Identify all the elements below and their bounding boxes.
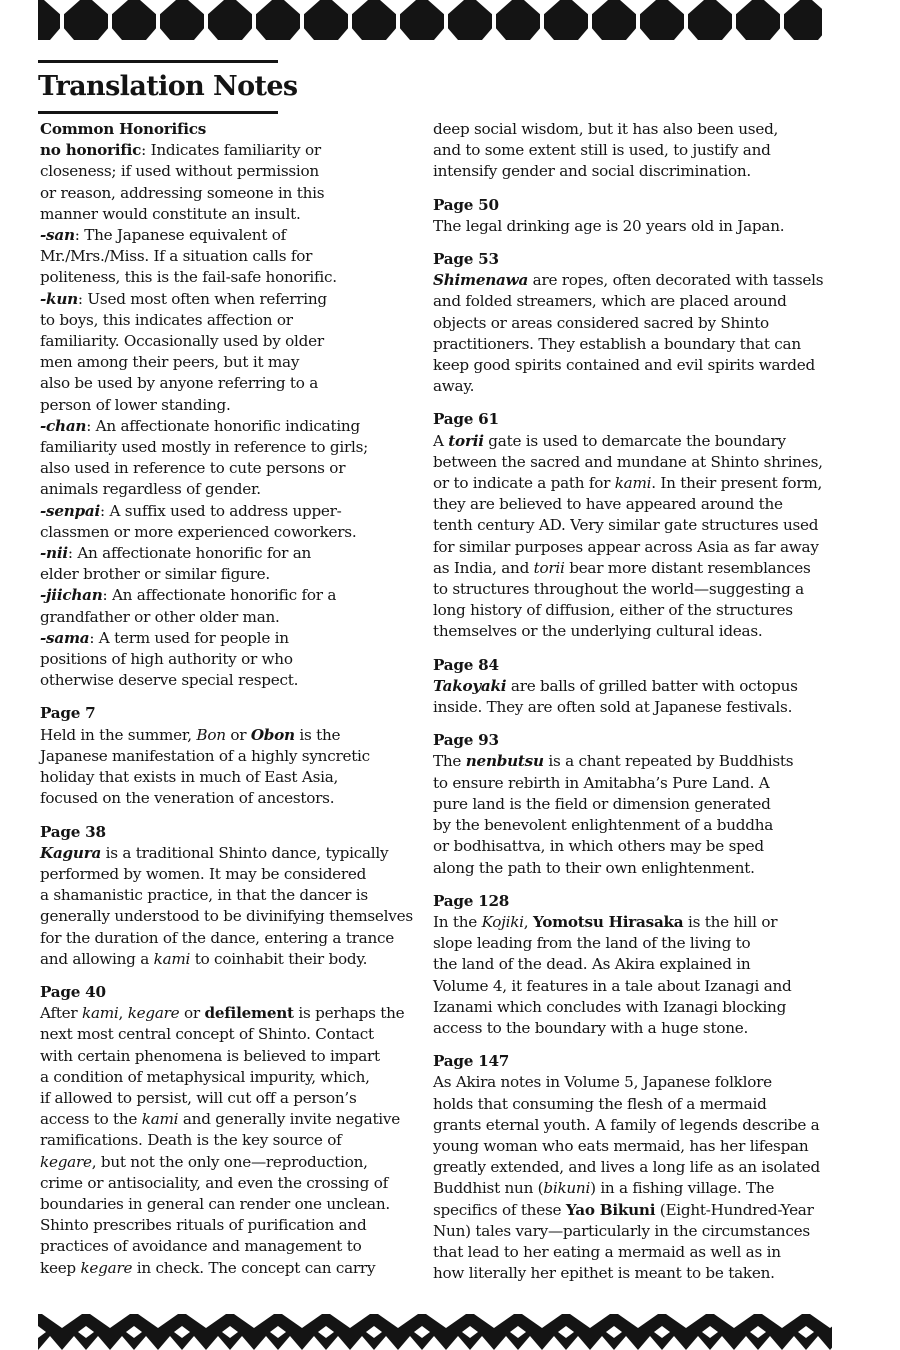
text-line — [40, 1109, 424, 1130]
text-run: slope leading from the land of the living to — [433, 934, 751, 953]
text-run: specifics of these — [433, 1200, 566, 1219]
bottom-pattern — [0, 1314, 900, 1350]
text-line — [40, 522, 424, 543]
text-run: along the path to their own enlightenment. — [433, 858, 755, 877]
text-line — [433, 1136, 845, 1157]
text-line — [40, 1067, 424, 1088]
text-line — [433, 537, 845, 558]
text-run: politeness, this is the fail-safe honorific. — [40, 268, 337, 287]
text-run: to coinhabit their body. — [190, 949, 368, 968]
text-run: if allowed to persist, will cut off a person’s — [40, 1088, 357, 1107]
text-line — [433, 773, 845, 794]
text-line — [40, 788, 424, 809]
text-run: nenbutsu — [465, 752, 544, 771]
text-line — [40, 1088, 424, 1109]
text-line — [433, 1221, 845, 1242]
text-line — [40, 1046, 424, 1067]
text-run: , — [523, 912, 533, 931]
text-run: -jiichan — [40, 586, 103, 605]
note-section — [40, 703, 424, 809]
section-title: Page 93 — [433, 731, 499, 750]
text-run: Mr./Mrs./Miss. If a situation calls for — [40, 247, 313, 266]
decorative-bottom-border — [0, 1314, 900, 1350]
text-line — [40, 1173, 424, 1194]
text-line — [40, 479, 424, 500]
text-run: to boys, this indicates affection or — [40, 310, 293, 329]
text-run: kami — [153, 949, 191, 968]
text-run: are ropes, often decorated with tassels — [528, 271, 824, 290]
section-title: Common Honorifics — [40, 120, 207, 138]
text-line — [433, 1018, 845, 1039]
note-section — [433, 1051, 845, 1284]
text-run: keep good spirits contained and evil spirits warded — [433, 356, 815, 375]
text-line — [433, 473, 845, 494]
text-line — [40, 725, 424, 746]
text-line — [433, 161, 845, 182]
text-run: performed by women. It may be considered — [40, 864, 367, 883]
text-run: Kojiki — [481, 912, 524, 931]
text-run: bear more distant resemblances — [564, 558, 811, 577]
text-line — [40, 564, 424, 585]
text-run: next most central concept of Shinto. Contact — [40, 1025, 374, 1044]
text-run: a shamanistic practice, in that the dancer is — [40, 886, 368, 905]
text-run: closeness; if used without permission — [40, 162, 319, 181]
text-line — [433, 376, 845, 397]
text-line — [433, 270, 845, 291]
text-run: is a chant repeated by Buddhists — [543, 752, 794, 771]
text-run: Izanami which concludes with Izanagi blocking — [433, 997, 787, 1016]
section-title: Page 53 — [433, 250, 499, 269]
text-run: for the duration of the dance, entering a trance — [40, 928, 394, 947]
text-run: : An affectionate honorific for an — [67, 544, 312, 563]
text-run: or bodhisattva, in which others may be sped — [433, 837, 764, 856]
text-line — [433, 912, 845, 933]
top-pattern — [0, 0, 900, 40]
section-title: Page 84 — [433, 655, 499, 674]
text-run: tenth century AD. Very similar gate structures used — [433, 516, 819, 535]
text-line — [433, 313, 845, 334]
text-line — [433, 621, 845, 642]
text-run: for similar purposes appear across Asia as far away — [433, 537, 819, 556]
text-run: objects or areas considered sacred by Shinto — [433, 313, 769, 332]
text-line — [433, 515, 845, 536]
text-run: elder brother or similar figure. — [40, 565, 270, 584]
text-line — [40, 246, 424, 267]
section-title: Page 38 — [40, 822, 106, 841]
text-line — [40, 161, 424, 182]
note-section — [433, 730, 845, 878]
text-run: that lead to her eating a mermaid as well as in — [433, 1242, 781, 1261]
text-run: also be used by anyone referring to a — [40, 374, 319, 393]
text-line — [40, 843, 424, 864]
text-run: is the hill or — [683, 912, 778, 931]
text-run: Bon — [196, 725, 226, 744]
text-run: holiday that exists in much of East Asia, — [40, 768, 339, 787]
text-run: familiarity used mostly in reference to girls; — [40, 438, 369, 457]
text-run: The — [433, 752, 466, 771]
text-line — [40, 1003, 424, 1024]
section-title: Page 128 — [433, 891, 510, 910]
text-run: in check. The concept can carry — [132, 1258, 376, 1277]
text-run: : The Japanese equivalent of — [74, 226, 287, 245]
text-run: Nun) tales vary—particularly in the circumstances — [433, 1221, 810, 1240]
text-run: a condition of metaphysical impurity, which, — [40, 1067, 370, 1086]
text-run: defilement — [204, 1004, 294, 1023]
text-run: kami — [614, 474, 652, 493]
text-line — [433, 216, 845, 237]
text-line — [433, 1200, 845, 1221]
section-title: Page 7 — [40, 704, 96, 723]
text-run: greatly extended, and lives a long life as an isolated — [433, 1158, 820, 1177]
text-run: After — [40, 1004, 83, 1023]
text-line — [40, 1215, 424, 1236]
text-line — [40, 628, 424, 649]
note-section — [433, 655, 845, 719]
text-run: -chan — [40, 416, 87, 435]
text-run: crime or antisociality, and even the crossing of — [40, 1173, 388, 1192]
text-line — [40, 885, 424, 906]
text-line — [40, 373, 424, 394]
text-run: or to indicate a path for — [433, 474, 615, 493]
text-line — [433, 355, 845, 376]
text-run: no honorific — [40, 141, 142, 160]
text-run: pure land is the field or dimension generated — [433, 794, 771, 813]
text-line — [40, 1236, 424, 1257]
text-run: are balls of grilled batter with octopus — [506, 676, 798, 695]
text-run: -san — [40, 226, 75, 245]
text-line — [433, 494, 845, 515]
text-run: otherwise deserve special respect. — [40, 671, 299, 690]
text-run: generally understood to be divinifying themselves — [40, 907, 413, 926]
text-run: , — [118, 1004, 128, 1023]
text-run: the land of the dead. As Akira explained in — [433, 955, 751, 974]
text-run: person of lower standing. — [40, 395, 231, 414]
text-line — [40, 140, 424, 161]
text-run: access to the boundary with a huge stone. — [433, 1018, 749, 1037]
text-run: practices of avoidance and management to — [40, 1237, 362, 1256]
text-line — [433, 1263, 845, 1284]
text-run: : An affectionate honorific indicating — [86, 416, 360, 435]
text-run: kegare — [40, 1152, 92, 1171]
text-line — [433, 933, 845, 954]
text-line — [40, 1194, 424, 1215]
text-line — [433, 751, 845, 772]
text-run: young woman who eats mermaid, has her lifespan — [433, 1136, 809, 1155]
note-section — [40, 119, 424, 691]
text-run: : Used most often when referring — [77, 289, 327, 308]
text-run: keep — [40, 1258, 81, 1277]
text-run: and allowing a — [40, 949, 154, 968]
text-run: or — [225, 725, 251, 744]
text-line — [40, 225, 424, 246]
text-run: they are believed to have appeared around the — [433, 495, 783, 514]
text-run: access to the — [40, 1110, 142, 1129]
note-section — [433, 195, 845, 237]
text-run: with certain phenomena is believed to impart — [40, 1046, 380, 1065]
text-run: positions of high authority or who — [40, 650, 293, 669]
text-run: Held in the summer, — [40, 725, 197, 744]
text-run: Japanese manifestation of a highly syncretic — [40, 746, 370, 765]
text-line — [40, 204, 424, 225]
text-line — [433, 119, 845, 140]
text-line — [433, 676, 845, 697]
text-run: Obon — [250, 725, 295, 744]
text-line — [433, 1242, 845, 1263]
note-section — [40, 822, 424, 970]
text-run: is perhaps the — [293, 1004, 405, 1023]
text-line — [40, 1258, 424, 1279]
text-line — [433, 815, 845, 836]
text-line — [40, 949, 424, 970]
text-line — [433, 954, 845, 975]
text-line — [40, 1152, 424, 1173]
text-run: grandfather or other older man. — [40, 607, 280, 626]
text-run: Yomotsu Hirasaka — [532, 912, 684, 931]
text-line — [433, 976, 845, 997]
text-run: torii — [448, 431, 484, 450]
text-run: practitioners. They establish a boundary that can — [433, 334, 801, 353]
note-section — [433, 249, 845, 397]
text-run: men among their peers, but it may — [40, 353, 300, 372]
text-run: also used in reference to cute persons or — [40, 459, 346, 478]
text-run: -senpai — [40, 501, 101, 520]
text-line — [433, 600, 845, 621]
note-section — [433, 119, 845, 183]
text-line — [433, 794, 845, 815]
text-run: As Akira notes in Volume 5, Japanese folklore — [433, 1073, 772, 1092]
text-line — [40, 352, 424, 373]
text-run: The legal drinking age is 20 years old in Japan. — [433, 216, 785, 235]
text-run: how literally her epithet is meant to be taken. — [433, 1264, 775, 1283]
text-line — [40, 437, 424, 458]
title-rule-bottom — [38, 111, 278, 114]
text-run: Volume 4, it features in a tale about Izanagi and — [433, 976, 792, 995]
text-run: intensify gender and social discrimination. — [433, 162, 751, 181]
text-run: : Indicates familiarity or — [141, 141, 321, 160]
text-run: Buddhist nun ( — [433, 1179, 544, 1198]
text-line — [433, 291, 845, 312]
text-run: or reason, addressing someone in this — [40, 183, 325, 202]
text-run: is the — [294, 725, 341, 744]
section-title: Page 50 — [433, 195, 499, 214]
text-run: Yao Bikuni — [565, 1200, 656, 1219]
text-run: bikuni — [543, 1179, 591, 1198]
decorative-top-border — [0, 0, 900, 40]
text-run: away. — [433, 377, 475, 396]
text-line — [433, 334, 845, 355]
note-section — [433, 409, 845, 642]
right-column — [433, 119, 845, 1296]
text-run: : A suffix used to address upper- — [100, 501, 342, 520]
text-line — [40, 310, 424, 331]
text-run: familiarity. Occasionally used by older — [40, 332, 324, 351]
text-run: animals regardless of gender. — [40, 480, 261, 499]
title-block — [38, 60, 298, 114]
text-run: -nii — [40, 544, 68, 563]
text-run: -kun — [40, 289, 78, 308]
text-run: classmen or more experienced coworkers. — [40, 522, 357, 541]
text-line — [40, 670, 424, 691]
note-section — [40, 982, 424, 1279]
text-run: to structures throughout the world—suggesting a — [433, 580, 804, 599]
text-line — [40, 501, 424, 522]
text-run: grants eternal youth. A family of legends describe a — [433, 1115, 820, 1134]
section-title: Page 40 — [40, 982, 106, 1001]
text-line — [433, 558, 845, 579]
text-line — [40, 864, 424, 885]
text-run: Shimenawa — [433, 271, 529, 290]
text-line — [433, 1157, 845, 1178]
text-run: inside. They are often sold at Japanese festivals. — [433, 698, 793, 717]
text-run: (Eight-Hundred-Year — [655, 1200, 814, 1219]
text-run: boundaries in general can render one unclean. — [40, 1194, 390, 1213]
text-line — [40, 458, 424, 479]
text-run: themselves or the underlying cultural ideas. — [433, 622, 763, 641]
section-title: Page 147 — [433, 1052, 510, 1071]
text-line — [433, 858, 845, 879]
text-run: manner would constitute an insult. — [40, 204, 301, 223]
text-run: : A term used for people in — [89, 628, 289, 647]
text-line — [40, 906, 424, 927]
text-run: torii — [533, 558, 565, 577]
text-line — [433, 1072, 845, 1093]
text-run: A — [433, 431, 449, 450]
text-run: -sama — [40, 628, 90, 647]
text-run: to ensure rebirth in Amitabha’s Pure Land. A — [433, 773, 770, 792]
text-run: kegare — [127, 1004, 180, 1023]
text-line — [433, 140, 845, 161]
text-line — [40, 267, 424, 288]
text-run: is a traditional Shinto dance, typically — [101, 843, 389, 862]
text-run: ) in a fishing village. The — [590, 1179, 775, 1198]
text-run: Kagura — [40, 843, 102, 862]
text-line — [40, 767, 424, 788]
text-run: , but not the only one—reproduction, — [91, 1152, 368, 1171]
text-run: deep social wisdom, but it has also been used, — [433, 120, 779, 138]
text-run: by the benevolent enlightenment of a buddha — [433, 816, 774, 835]
text-line — [40, 585, 424, 606]
text-run: as India, and — [433, 558, 534, 577]
text-line — [433, 431, 845, 452]
text-run: holds that consuming the flesh of a mermaid — [433, 1094, 767, 1113]
text-run: Takoyaki — [433, 676, 507, 695]
text-line — [40, 416, 424, 437]
text-line — [433, 579, 845, 600]
text-line — [433, 1115, 845, 1136]
text-line — [40, 543, 424, 564]
text-run: focused on the veneration of ancestors. — [40, 789, 335, 808]
text-run: gate is used to demarcate the boundary — [483, 431, 786, 450]
text-line — [433, 452, 845, 473]
page-title: Translation Notes — [38, 71, 298, 102]
text-run: and generally invite negative — [178, 1110, 400, 1129]
text-line — [433, 997, 845, 1018]
text-run: ramifications. Death is the key source of — [40, 1131, 342, 1150]
text-line — [433, 1094, 845, 1115]
text-line — [40, 649, 424, 670]
left-column — [40, 119, 424, 1291]
text-line — [40, 1130, 424, 1151]
text-line — [40, 928, 424, 949]
text-run: and folded streamers, which are placed around — [433, 292, 787, 311]
text-run: . In their present form, — [651, 474, 823, 493]
text-line — [433, 697, 845, 718]
text-line — [40, 331, 424, 352]
text-run: and to some extent still is used, to justify and — [433, 141, 771, 160]
section-title: Page 61 — [433, 410, 499, 429]
text-line — [40, 289, 424, 310]
text-line — [433, 1178, 845, 1199]
note-section — [433, 891, 845, 1039]
text-line — [433, 836, 845, 857]
text-run: long history of diffusion, either of the structures — [433, 601, 793, 620]
text-line — [40, 395, 424, 416]
text-run: Shinto prescribes rituals of purification and — [40, 1216, 367, 1235]
text-line — [40, 746, 424, 767]
text-line — [40, 183, 424, 204]
text-line — [40, 1024, 424, 1045]
text-run: kegare — [80, 1258, 133, 1277]
text-run: In the — [433, 912, 482, 931]
text-run: between the sacred and mundane at Shinto shrines, — [433, 452, 823, 471]
text-run: or — [179, 1004, 205, 1023]
text-run: kami — [141, 1110, 179, 1129]
text-run: : An affectionate honorific for a — [102, 586, 337, 605]
text-line — [40, 607, 424, 628]
text-run: kami — [82, 1004, 119, 1023]
